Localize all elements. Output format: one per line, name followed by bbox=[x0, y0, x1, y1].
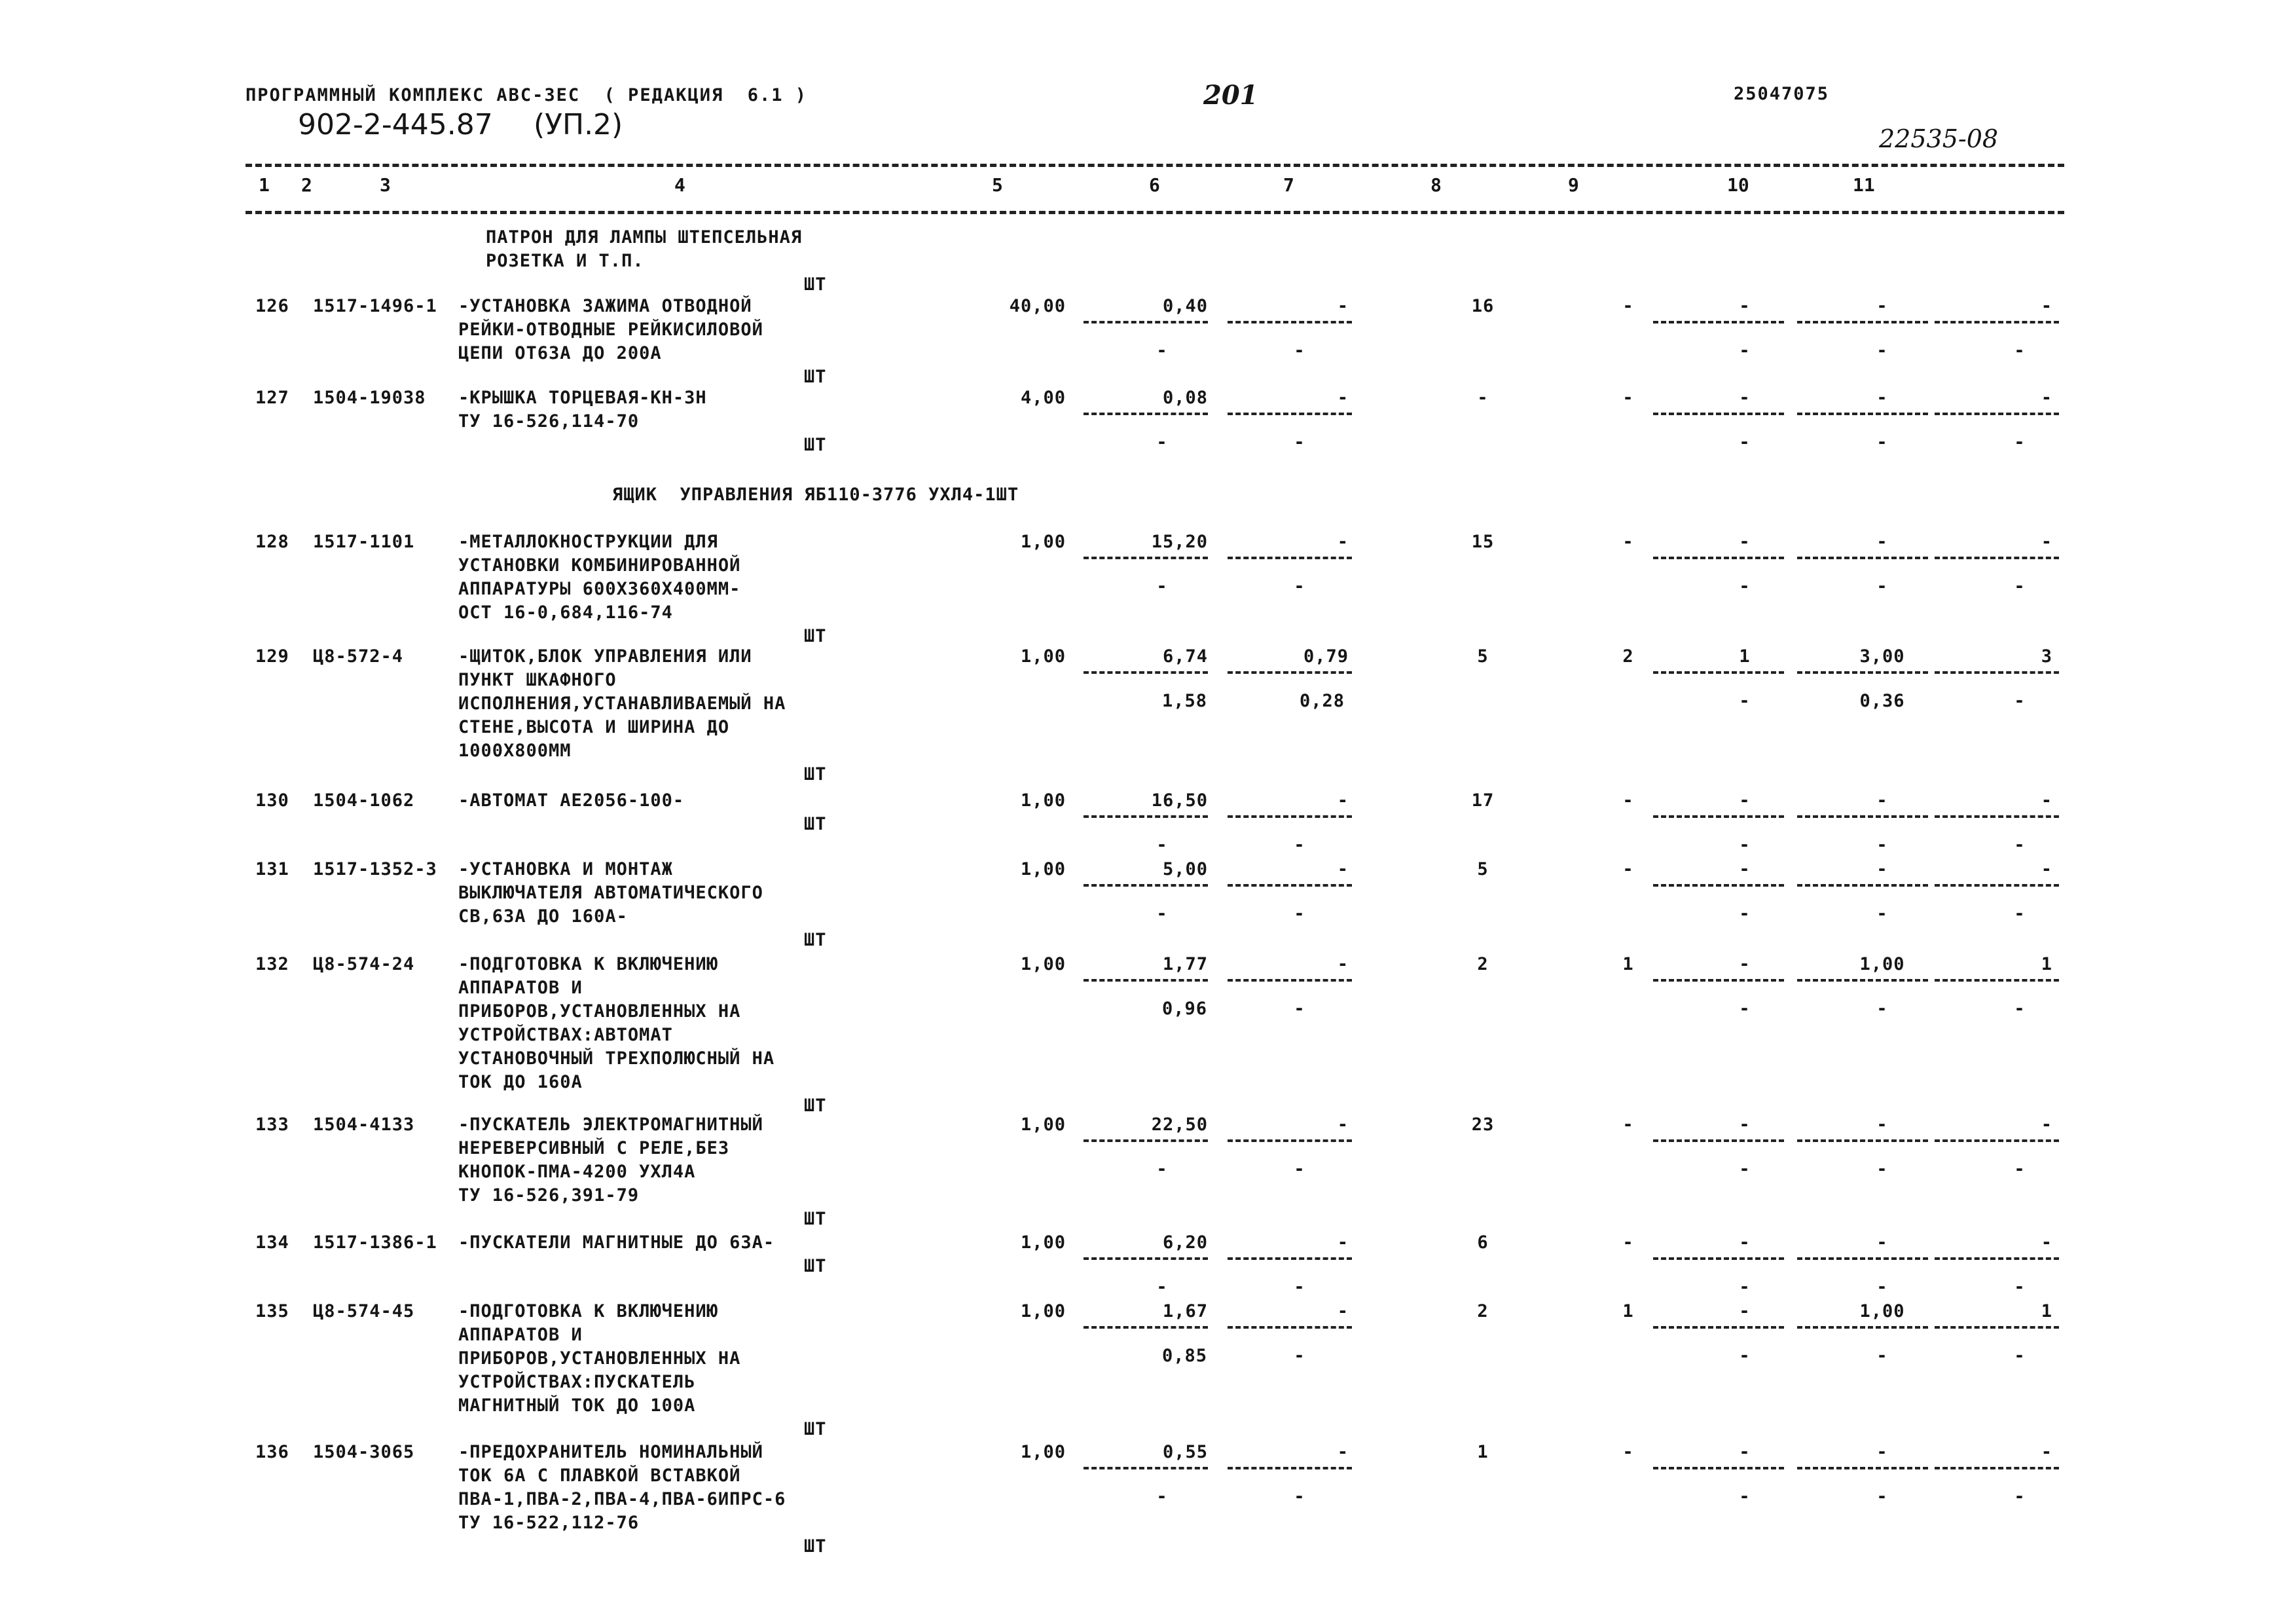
col9-value-lower: - bbox=[1739, 1486, 1751, 1507]
col5-value: 6,74 bbox=[1162, 646, 1208, 667]
quantity: 1,00 bbox=[1020, 646, 1066, 667]
unit-label: ШТ bbox=[804, 367, 827, 387]
value-separator bbox=[1228, 979, 1352, 982]
quantity: 1,00 bbox=[1020, 532, 1066, 552]
value-separator bbox=[1653, 671, 1784, 674]
col9-value-lower: - bbox=[1739, 341, 1751, 361]
value-separator bbox=[1228, 671, 1352, 674]
value-separator bbox=[1084, 815, 1208, 818]
col6-value: - bbox=[1337, 790, 1349, 811]
col5-value-lower: - bbox=[1156, 432, 1168, 452]
row-description: ВЫКЛЮЧАТЕЛЯ АВТОМАТИЧЕСКОГО bbox=[458, 883, 763, 903]
col10-value: - bbox=[1876, 1442, 1888, 1462]
col8-value: - bbox=[1622, 1232, 1634, 1253]
column-number: 2 bbox=[301, 174, 312, 196]
row-description: -ЩИТОК,БЛОК УПРАВЛЕНИЯ ИЛИ bbox=[458, 646, 752, 667]
col10-value: - bbox=[1876, 1115, 1888, 1135]
col10-value: 3,00 bbox=[1859, 646, 1905, 667]
value-separator bbox=[1797, 557, 1928, 559]
unit-label: ШТ bbox=[804, 1536, 827, 1557]
header-rule-bottom bbox=[246, 211, 2064, 214]
col6-value: - bbox=[1337, 388, 1349, 408]
row-description: ПВА-1,ПВА-2,ПВА-4,ПВА-6ИПРС-6 bbox=[458, 1489, 786, 1509]
row-description: ТОК ДО 160А bbox=[458, 1072, 583, 1092]
row-code: 1504-1062 bbox=[313, 790, 415, 811]
value-separator bbox=[1228, 815, 1352, 818]
col10-value: - bbox=[1876, 296, 1888, 316]
row-code: 1517-1386-1 bbox=[313, 1232, 437, 1253]
value-separator bbox=[1935, 884, 2059, 887]
value-separator bbox=[1935, 1326, 2059, 1329]
col6-value-lower: - bbox=[1294, 999, 1305, 1019]
col5-value: 1,77 bbox=[1162, 954, 1208, 974]
value-separator bbox=[1653, 979, 1784, 982]
col8-value: 1 bbox=[1622, 1301, 1634, 1321]
col8-value: 2 bbox=[1622, 646, 1634, 667]
row-description: СВ,63А ДО 160А- bbox=[458, 906, 628, 927]
quantity: 4,00 bbox=[1020, 388, 1066, 408]
column-number: 7 bbox=[1283, 174, 1294, 196]
row-description: МАГНИТНЫЙ ТОК ДО 100А bbox=[458, 1395, 696, 1416]
col10-value-lower: - bbox=[1876, 904, 1888, 924]
value-separator bbox=[1653, 413, 1784, 415]
col11-value: - bbox=[2041, 532, 2052, 552]
col6-value-lower: 0,28 bbox=[1300, 691, 1345, 711]
col8-value: - bbox=[1622, 1442, 1634, 1462]
row-description: ПУНКТ ШКАФНОГО bbox=[458, 670, 617, 690]
col7-value: 2 bbox=[1477, 1301, 1489, 1321]
col5-value-lower: - bbox=[1156, 835, 1168, 855]
value-separator bbox=[1084, 884, 1208, 887]
value-separator bbox=[1228, 321, 1352, 323]
value-separator bbox=[1084, 671, 1208, 674]
col8-value: - bbox=[1622, 388, 1634, 408]
row-description: НЕРЕВЕРСИВНЫЙ С РЕЛЕ,БЕЗ bbox=[458, 1138, 730, 1158]
col10-value: - bbox=[1876, 388, 1888, 408]
row-number: 132 bbox=[255, 954, 289, 974]
col5-value: 0,40 bbox=[1162, 296, 1208, 316]
quantity: 1,00 bbox=[1020, 790, 1066, 811]
document-number: 25047075 bbox=[1734, 84, 1830, 104]
value-separator bbox=[1084, 1467, 1208, 1469]
intro-line: ПАТРОН ДЛЯ ЛАМПЫ ШТЕПСЕЛЬНАЯ bbox=[486, 227, 803, 248]
col10-value: - bbox=[1876, 790, 1888, 811]
value-separator bbox=[1653, 1326, 1784, 1329]
row-code: Ц8-574-24 bbox=[313, 954, 415, 974]
value-separator bbox=[1228, 1257, 1352, 1260]
row-description: -ПОДГОТОВКА К ВКЛЮЧЕНИЮ bbox=[458, 1301, 718, 1321]
row-number: 130 bbox=[255, 790, 289, 811]
col6-value: 0,79 bbox=[1303, 646, 1349, 667]
value-separator bbox=[1797, 1467, 1928, 1469]
col10-value-lower: - bbox=[1876, 1346, 1888, 1366]
value-separator bbox=[1084, 1257, 1208, 1260]
row-number: 131 bbox=[255, 859, 289, 879]
quantity: 1,00 bbox=[1020, 859, 1066, 879]
row-description: -ПУСКАТЕЛЬ ЭЛЕКТРОМАГНИТНЫЙ bbox=[458, 1115, 763, 1135]
row-description: -КРЫШКА ТОРЦЕВАЯ-КН-3Н bbox=[458, 388, 707, 408]
row-description: ИСПОЛНЕНИЯ,УСТАНАВЛИВАЕМЫЙ НА bbox=[458, 693, 786, 714]
value-separator bbox=[1228, 413, 1352, 415]
col9-value-lower: - bbox=[1739, 576, 1751, 597]
value-separator bbox=[1084, 557, 1208, 559]
unit-label: ШТ bbox=[804, 1419, 827, 1439]
row-description: ТУ 16-526,391-79 bbox=[458, 1185, 640, 1206]
col10-value: - bbox=[1876, 859, 1888, 879]
col5-value: 15,20 bbox=[1151, 532, 1208, 552]
col11-value: - bbox=[2041, 859, 2052, 879]
quantity: 40,00 bbox=[1009, 296, 1066, 316]
col9-value: - bbox=[1739, 532, 1751, 552]
col10-value: - bbox=[1876, 532, 1888, 552]
row-description: АППАРАТОВ И bbox=[458, 978, 583, 998]
col5-value: 22,50 bbox=[1151, 1115, 1208, 1135]
col6-value: - bbox=[1337, 1232, 1349, 1253]
quantity: 1,00 bbox=[1020, 1442, 1066, 1462]
value-separator bbox=[1935, 671, 2059, 674]
col9-value-lower: - bbox=[1739, 999, 1751, 1019]
row-number: 126 bbox=[255, 296, 289, 316]
col11-value: - bbox=[2041, 790, 2052, 811]
value-separator bbox=[1084, 979, 1208, 982]
col5-value-lower: 1,58 bbox=[1162, 691, 1208, 711]
col11-value: 3 bbox=[2041, 646, 2052, 667]
row-description: -УСТАНОВКА ЗАЖИМА ОТВОДНОЙ bbox=[458, 296, 752, 316]
col7-value: 5 bbox=[1477, 646, 1489, 667]
quantity: 1,00 bbox=[1020, 1232, 1066, 1253]
col5-value: 0,55 bbox=[1162, 1442, 1208, 1462]
col5-value-lower: 0,85 bbox=[1162, 1346, 1208, 1366]
col10-value-lower: - bbox=[1876, 1486, 1888, 1507]
section-title: ЯЩИК УПРАВЛЕНИЯ ЯБ110-3776 УХЛ4-1ШТ bbox=[612, 485, 1019, 505]
unit-label: ШТ bbox=[804, 626, 827, 646]
value-separator bbox=[1935, 1139, 2059, 1142]
value-separator bbox=[1797, 1326, 1928, 1329]
col9-value: - bbox=[1739, 388, 1751, 408]
col9-value: 1 bbox=[1739, 646, 1751, 667]
col8-value: - bbox=[1622, 1115, 1634, 1135]
value-separator bbox=[1653, 1139, 1784, 1142]
value-separator bbox=[1935, 979, 2059, 982]
row-description: ЦЕПИ ОТ63А ДО 200А bbox=[458, 343, 662, 363]
col5-value-lower: 0,96 bbox=[1162, 999, 1208, 1019]
col10-value: 1,00 bbox=[1859, 954, 1905, 974]
value-separator bbox=[1797, 321, 1928, 323]
col8-value: 1 bbox=[1622, 954, 1634, 974]
col6-value: - bbox=[1337, 859, 1349, 879]
row-code: Ц8-574-45 bbox=[313, 1301, 415, 1321]
col10-value-lower: - bbox=[1876, 1277, 1888, 1297]
col11-value: - bbox=[2041, 1232, 2052, 1253]
row-code: 1517-1496-1 bbox=[313, 296, 437, 316]
value-separator bbox=[1653, 815, 1784, 818]
value-separator bbox=[1653, 321, 1784, 323]
col9-value-lower: - bbox=[1739, 691, 1751, 711]
row-description: УСТРОЙСТВАХ:ПУСКАТЕЛЬ bbox=[458, 1372, 696, 1392]
sheet-code: 22535-08 bbox=[1879, 124, 1999, 153]
value-separator bbox=[1797, 979, 1928, 982]
row-description: -АВТОМАТ АЕ2056-100- bbox=[458, 790, 685, 811]
column-number: 5 bbox=[992, 174, 1003, 196]
value-separator bbox=[1935, 815, 2059, 818]
row-number: 127 bbox=[255, 388, 289, 408]
col10-value-lower: - bbox=[1876, 432, 1888, 452]
col7-value: - bbox=[1477, 388, 1489, 408]
col8-value: - bbox=[1622, 790, 1634, 811]
quantity: 1,00 bbox=[1020, 1115, 1066, 1135]
col10-value-lower: 0,36 bbox=[1859, 691, 1905, 711]
col6-value-lower: - bbox=[1294, 1486, 1305, 1507]
col8-value: - bbox=[1622, 859, 1634, 879]
col11-value: - bbox=[2041, 296, 2052, 316]
col10-value-lower: - bbox=[1876, 835, 1888, 855]
col11-value-lower: - bbox=[2014, 835, 2026, 855]
col10-value-lower: - bbox=[1876, 341, 1888, 361]
col6-value-lower: - bbox=[1294, 432, 1305, 452]
row-number: 135 bbox=[255, 1301, 289, 1321]
col6-value-lower: - bbox=[1294, 1277, 1305, 1297]
value-separator bbox=[1084, 1326, 1208, 1329]
column-number: 8 bbox=[1430, 174, 1442, 196]
page-number: 201 bbox=[1203, 80, 1258, 111]
unit-label: ШТ bbox=[804, 1256, 827, 1276]
column-number: 10 bbox=[1727, 174, 1749, 196]
document-code: 902-2-445.87 bbox=[298, 108, 493, 141]
col6-value: - bbox=[1337, 1115, 1349, 1135]
col8-value: - bbox=[1622, 296, 1634, 316]
col6-value-lower: - bbox=[1294, 576, 1305, 597]
unit-label: ШТ bbox=[804, 274, 827, 295]
row-number: 129 bbox=[255, 646, 289, 667]
col11-value: 1 bbox=[2041, 1301, 2052, 1321]
row-description: АППАРАТУРЫ 600X360X400ММ- bbox=[458, 579, 741, 599]
value-separator bbox=[1084, 321, 1208, 323]
value-separator bbox=[1797, 1257, 1928, 1260]
col5-value: 16,50 bbox=[1151, 790, 1208, 811]
row-description: ОСТ 16-0,684,116-74 bbox=[458, 602, 673, 623]
col11-value-lower: - bbox=[2014, 1346, 2026, 1366]
unit-label: ШТ bbox=[804, 1209, 827, 1229]
col11-value-lower: - bbox=[2014, 1159, 2026, 1179]
value-separator bbox=[1228, 557, 1352, 559]
value-separator bbox=[1653, 1467, 1784, 1469]
value-separator bbox=[1228, 1467, 1352, 1469]
row-description: ПРИБОРОВ,УСТАНОВЛЕННЫХ НА bbox=[458, 1001, 741, 1022]
row-description: УСТАНОВКИ КОМБИНИРОВАННОЙ bbox=[458, 555, 741, 576]
col11-value: 1 bbox=[2041, 954, 2052, 974]
value-separator bbox=[1797, 815, 1928, 818]
row-description: ТУ 16-522,112-76 bbox=[458, 1513, 640, 1533]
col6-value-lower: - bbox=[1294, 341, 1305, 361]
value-separator bbox=[1084, 413, 1208, 415]
value-separator bbox=[1084, 1139, 1208, 1142]
col5-value-lower: - bbox=[1156, 341, 1168, 361]
row-description: РЕЙКИ-ОТВОДНЫЕ РЕЙКИСИЛОВОЙ bbox=[458, 320, 763, 340]
col9-value: - bbox=[1739, 859, 1751, 879]
unit-label: ШТ bbox=[804, 435, 827, 455]
value-separator bbox=[1935, 1467, 2059, 1469]
col5-value-lower: - bbox=[1156, 1486, 1168, 1507]
value-separator bbox=[1797, 1139, 1928, 1142]
col9-value: - bbox=[1739, 1115, 1751, 1135]
value-separator bbox=[1797, 884, 1928, 887]
row-description: ТУ 16-526,114-70 bbox=[458, 411, 640, 432]
col11-value-lower: - bbox=[2014, 1486, 2026, 1507]
col7-value: 1 bbox=[1477, 1442, 1489, 1462]
col9-value: - bbox=[1739, 1232, 1751, 1253]
col9-value-lower: - bbox=[1739, 1159, 1751, 1179]
row-description: ПРИБОРОВ,УСТАНОВЛЕННЫХ НА bbox=[458, 1348, 741, 1369]
row-description: СТЕНЕ,ВЫСОТА И ШИРИНА ДО bbox=[458, 717, 730, 737]
row-code: 1504-3065 bbox=[313, 1442, 415, 1462]
row-number: 134 bbox=[255, 1232, 289, 1253]
col7-value: 16 bbox=[1471, 296, 1495, 316]
col11-value-lower: - bbox=[2014, 691, 2026, 711]
value-separator bbox=[1228, 1139, 1352, 1142]
col10-value: 1,00 bbox=[1859, 1301, 1905, 1321]
col6-value-lower: - bbox=[1294, 835, 1305, 855]
row-description: УСТАНОВОЧНЫЙ ТРЕХПОЛЮСНЫЙ НА bbox=[458, 1048, 775, 1069]
col11-value: - bbox=[2041, 1115, 2052, 1135]
col5-value-lower: - bbox=[1156, 1277, 1168, 1297]
col11-value-lower: - bbox=[2014, 576, 2026, 597]
value-separator bbox=[1653, 557, 1784, 559]
col11-value-lower: - bbox=[2014, 904, 2026, 924]
col6-value: - bbox=[1337, 1442, 1349, 1462]
col9-value-lower: - bbox=[1739, 432, 1751, 452]
column-number: 3 bbox=[380, 174, 391, 196]
col9-value-lower: - bbox=[1739, 904, 1751, 924]
row-description: -ПРЕДОХРАНИТЕЛЬ НОМИНАЛЬНЫЙ bbox=[458, 1442, 763, 1462]
row-code: 1504-4133 bbox=[313, 1115, 415, 1135]
row-code: 1517-1101 bbox=[313, 532, 415, 552]
intro-line: РОЗЕТКА И Т.П. bbox=[486, 251, 644, 271]
value-separator bbox=[1653, 1257, 1784, 1260]
document-part: (УП.2) bbox=[534, 108, 623, 141]
row-description: КНОПОК-ПМА-4200 УХЛ4А bbox=[458, 1162, 696, 1182]
col7-value: 6 bbox=[1477, 1232, 1489, 1253]
value-separator bbox=[1653, 884, 1784, 887]
row-description: 1000X800ММ bbox=[458, 741, 572, 761]
unit-label: ШТ bbox=[804, 930, 827, 950]
row-code: 1517-1352-3 bbox=[313, 859, 437, 879]
col5-value: 1,67 bbox=[1162, 1301, 1208, 1321]
value-separator bbox=[1935, 321, 2059, 323]
col9-value-lower: - bbox=[1739, 835, 1751, 855]
row-description: -ПОДГОТОВКА К ВКЛЮЧЕНИЮ bbox=[458, 954, 718, 974]
col8-value: - bbox=[1622, 532, 1634, 552]
col7-value: 23 bbox=[1471, 1115, 1495, 1135]
col10-value-lower: - bbox=[1876, 999, 1888, 1019]
col10-value-lower: - bbox=[1876, 576, 1888, 597]
col11-value: - bbox=[2041, 388, 2052, 408]
row-description: -УСТАНОВКА И МОНТАЖ bbox=[458, 859, 673, 879]
col9-value-lower: - bbox=[1739, 1277, 1751, 1297]
value-separator bbox=[1935, 1257, 2059, 1260]
row-description: -МЕТАЛЛОКНОСТРУКЦИИ ДЛЯ bbox=[458, 532, 718, 552]
col9-value: - bbox=[1739, 954, 1751, 974]
col10-value-lower: - bbox=[1876, 1159, 1888, 1179]
col10-value: - bbox=[1876, 1232, 1888, 1253]
col9-value: - bbox=[1739, 790, 1751, 811]
quantity: 1,00 bbox=[1020, 954, 1066, 974]
row-description: -ПУСКАТЕЛИ МАГНИТНЫЕ ДО 63А- bbox=[458, 1232, 775, 1253]
col6-value-lower: - bbox=[1294, 1346, 1305, 1366]
column-number: 1 bbox=[259, 174, 270, 196]
col11-value-lower: - bbox=[2014, 999, 2026, 1019]
col5-value: 0,08 bbox=[1162, 388, 1208, 408]
row-description: УСТРОЙСТВАХ:АВТОМАТ bbox=[458, 1025, 673, 1045]
col7-value: 2 bbox=[1477, 954, 1489, 974]
row-number: 133 bbox=[255, 1115, 289, 1135]
col7-value: 5 bbox=[1477, 859, 1489, 879]
col11-value: - bbox=[2041, 1442, 2052, 1462]
col11-value-lower: - bbox=[2014, 432, 2026, 452]
value-separator bbox=[1228, 884, 1352, 887]
unit-label: ШТ bbox=[804, 1096, 827, 1116]
quantity: 1,00 bbox=[1020, 1301, 1066, 1321]
row-description: ТОК 6А С ПЛАВКОЙ ВСТАВКОЙ bbox=[458, 1466, 741, 1486]
col6-value-lower: - bbox=[1294, 904, 1305, 924]
column-number: 4 bbox=[674, 174, 685, 196]
row-number: 128 bbox=[255, 532, 289, 552]
col5-value: 6,20 bbox=[1162, 1232, 1208, 1253]
column-number: 11 bbox=[1853, 174, 1875, 196]
row-number: 136 bbox=[255, 1442, 289, 1462]
row-description: АППАРАТОВ И bbox=[458, 1325, 583, 1345]
col7-value: 17 bbox=[1471, 790, 1495, 811]
unit-label: ШТ bbox=[804, 814, 827, 834]
col9-value-lower: - bbox=[1739, 1346, 1751, 1366]
col5-value-lower: - bbox=[1156, 1159, 1168, 1179]
col11-value-lower: - bbox=[2014, 1277, 2026, 1297]
col11-value-lower: - bbox=[2014, 341, 2026, 361]
col6-value: - bbox=[1337, 532, 1349, 552]
column-number: 9 bbox=[1568, 174, 1579, 196]
value-separator bbox=[1797, 671, 1928, 674]
col5-value-lower: - bbox=[1156, 576, 1168, 597]
column-number: 6 bbox=[1149, 174, 1160, 196]
col5-value: 5,00 bbox=[1162, 859, 1208, 879]
col5-value-lower: - bbox=[1156, 904, 1168, 924]
col6-value: - bbox=[1337, 1301, 1349, 1321]
col7-value: 15 bbox=[1471, 532, 1495, 552]
value-separator bbox=[1935, 413, 2059, 415]
header-rule-top bbox=[246, 164, 2064, 167]
value-separator bbox=[1228, 1326, 1352, 1329]
col6-value: - bbox=[1337, 954, 1349, 974]
col6-value: - bbox=[1337, 296, 1349, 316]
value-separator bbox=[1935, 557, 2059, 559]
col6-value-lower: - bbox=[1294, 1159, 1305, 1179]
program-title: ПРОГРАММНЫЙ КОМПЛЕКС АВС-3ЕС ( РЕДАКЦИЯ 6.1 ) bbox=[246, 85, 808, 105]
col9-value: - bbox=[1739, 296, 1751, 316]
unit-label: ШТ bbox=[804, 764, 827, 784]
col9-value: - bbox=[1739, 1442, 1751, 1462]
col9-value: - bbox=[1739, 1301, 1751, 1321]
row-code: 1504-19038 bbox=[313, 388, 426, 408]
row-code: Ц8-572-4 bbox=[313, 646, 404, 667]
value-separator bbox=[1797, 413, 1928, 415]
